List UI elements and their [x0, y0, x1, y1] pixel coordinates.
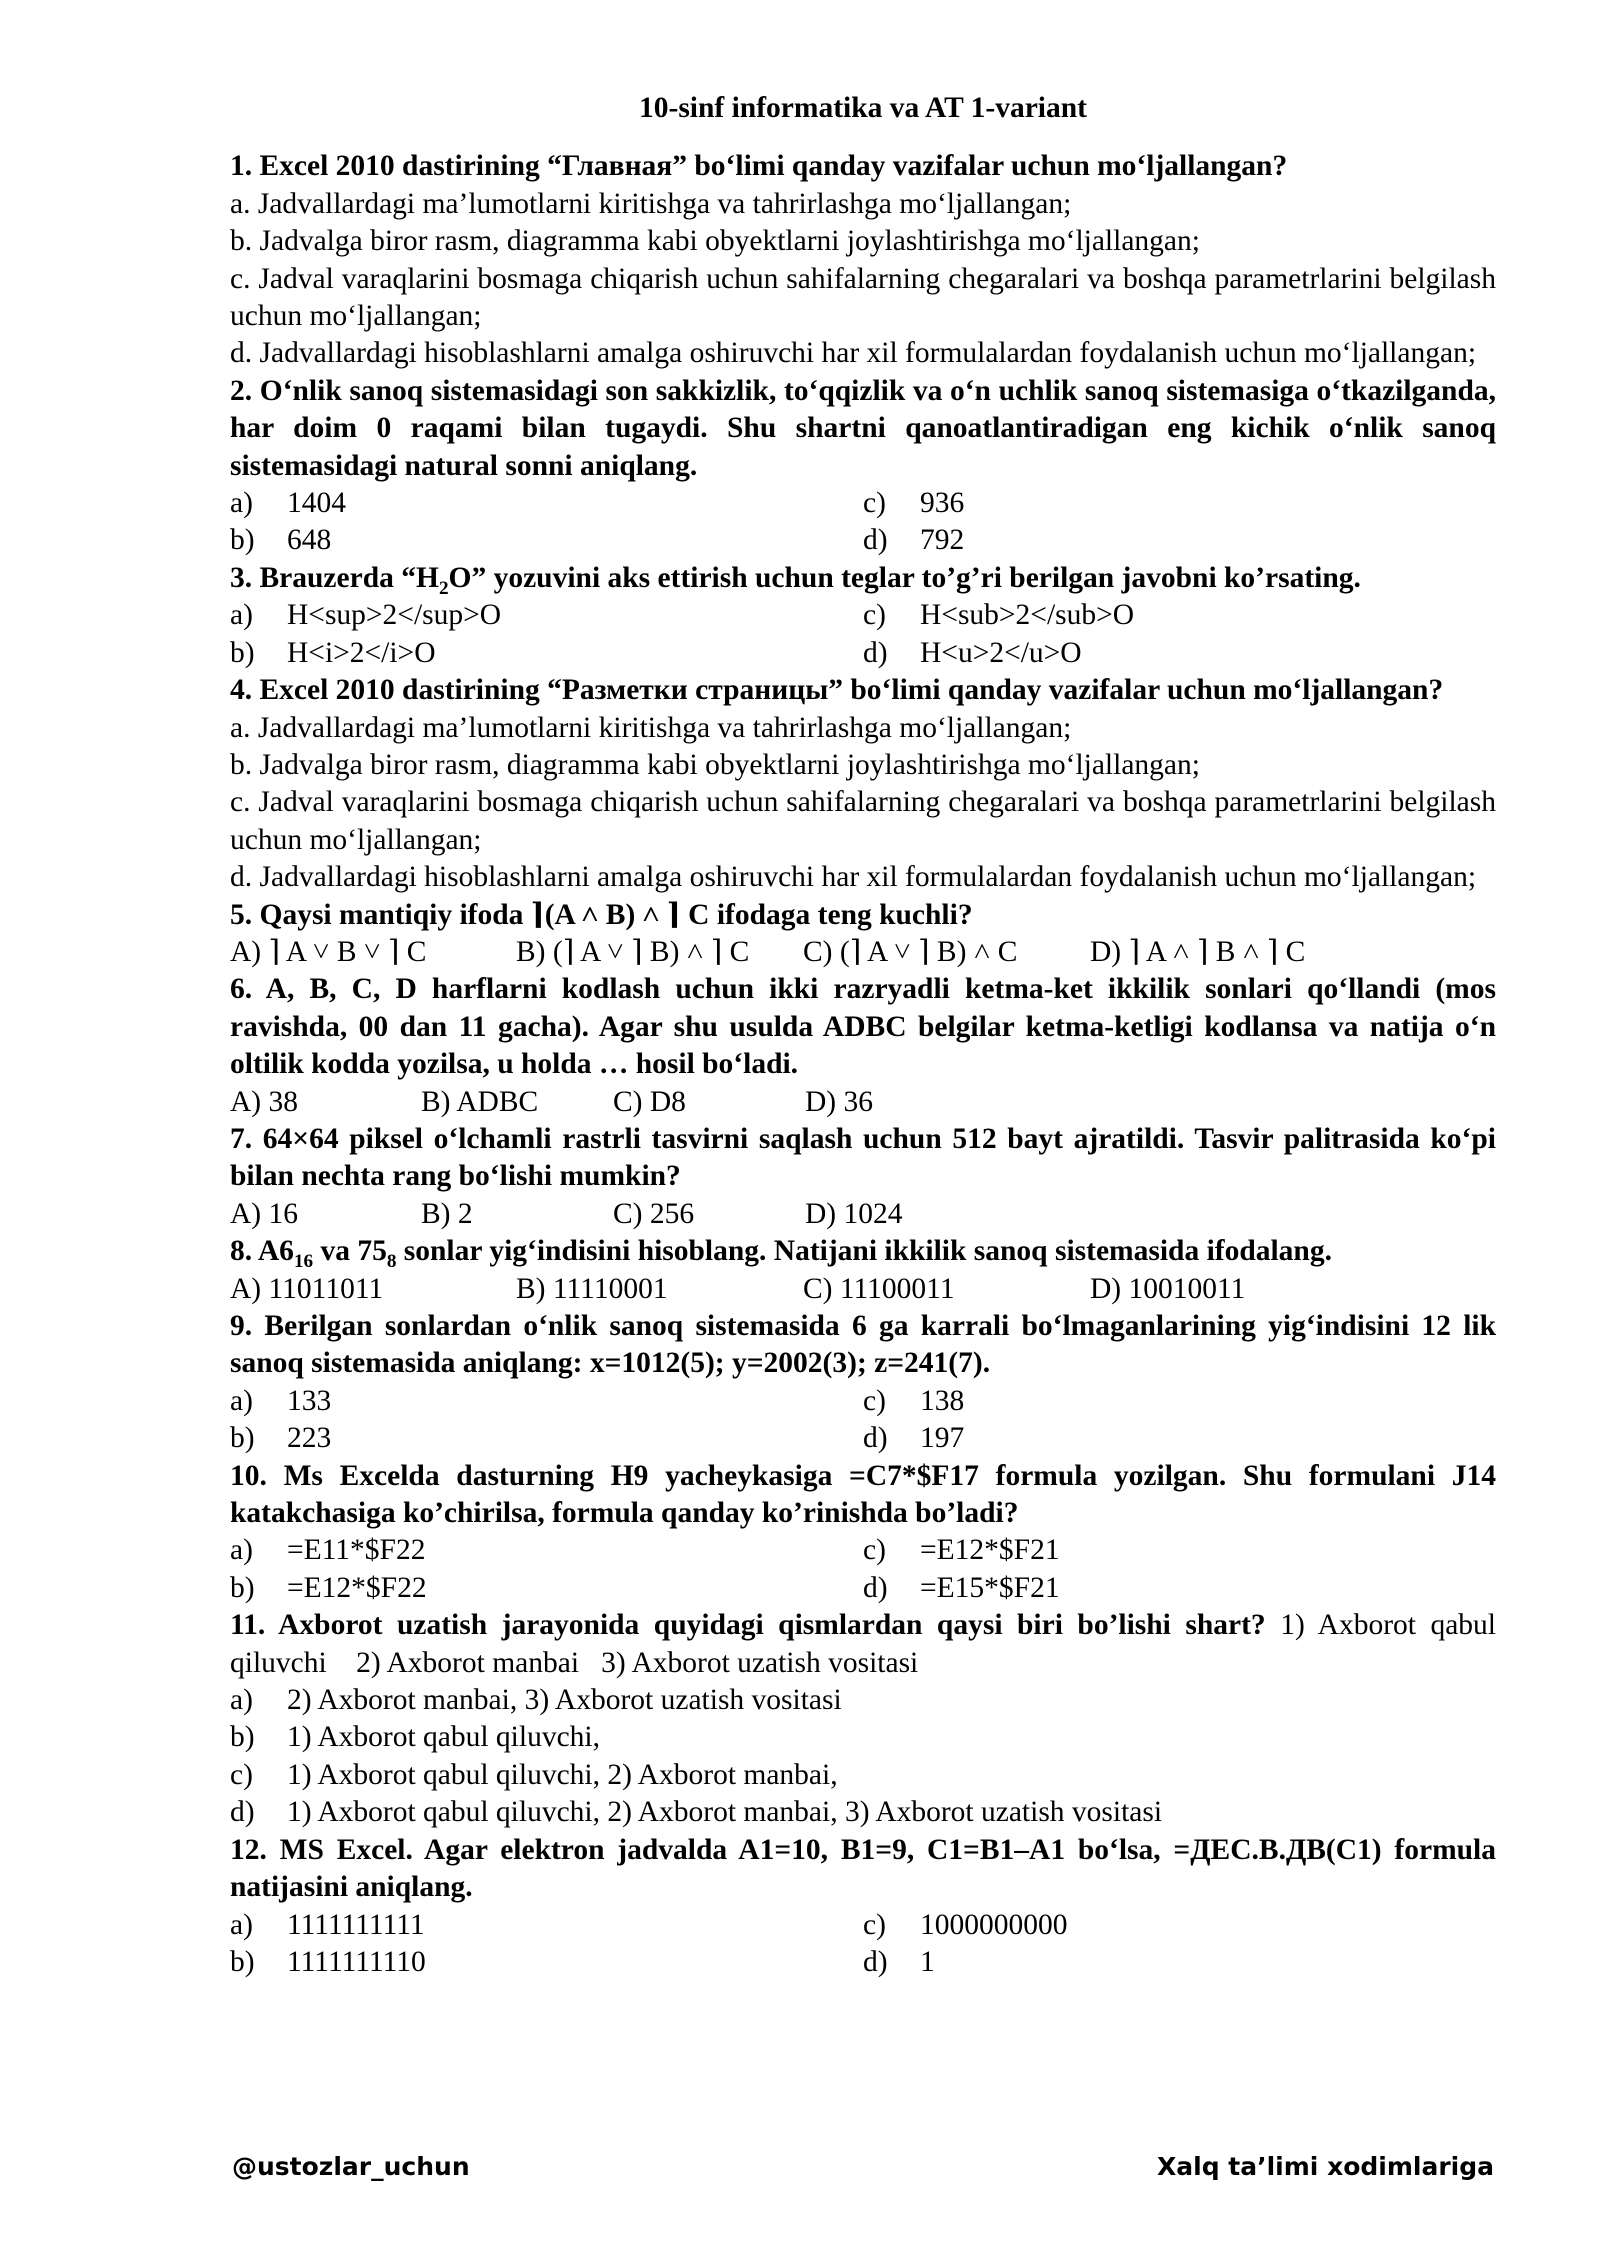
question-9: 9. Berilgan sonlardan o‘nlik sanoq sistemasida 6 ga karrali bo‘lmaganlarining yig‘indisini 12 lik sanoq sistemasida aniqlang: x=1012(5); y=2002(3); z=241(7). [230, 1310, 1496, 1380]
q5-options [230, 934, 1496, 971]
q11-label-a: a) [230, 1684, 253, 1717]
q9-option-b: 223 [287, 1422, 332, 1455]
footer-left-handle: @ustozlar_uchun [232, 2152, 470, 2181]
q8-text-3: sonlar yig‘indisini hisoblang. Natijani ikkilik sanoq sistemasida ifodalang. [396, 1235, 1332, 1268]
page-footer [232, 2152, 1494, 2181]
q8-option-c: C) 11100011 [803, 1272, 955, 1305]
q12-option-d: 1 [920, 1945, 935, 1978]
q3-option-b: H<i>2</i>O [287, 636, 436, 669]
q6-options [230, 1084, 1496, 1121]
q5-option-a: A) ⌉ A ˅ B ˅ ⌉ C [230, 935, 427, 968]
q3-label-a: a) [230, 599, 253, 632]
q9-label-d: d) [863, 1422, 888, 1455]
q9-label-a: a) [230, 1384, 253, 1417]
q6-option-a: A) 38 [230, 1085, 299, 1118]
question-5: 5. Qaysi mantiqiy ifoda ⌉(A ˄ B) ˄ ⌉ C ifodaga teng kuchli? [230, 898, 973, 931]
q11-text: 11. Axborot uzatish jarayonida quyidagi qismlardan qaysi biri bo’lishi shart? [230, 1609, 1266, 1642]
q7-option-d: D) 1024 [805, 1197, 903, 1230]
question-12: 12. MS Excel. Agar elektron jadvalda A1=10, B1=9, C1=B1–A1 bo‘lsa, =ДЕС.В.ДВ(C1) formula natijasini aniqlang. [230, 1833, 1496, 1904]
q7-option-a: A) 16 [230, 1197, 299, 1230]
question-1: 1. Excel 2010 dastirining “Главная” bo‘limi qanday vazifalar uchun mo‘ljallangan? [230, 150, 1288, 183]
q10-label-c: c) [863, 1534, 886, 1567]
question-3 [230, 560, 1496, 597]
q12-label-c: c) [863, 1908, 886, 1941]
q7-option-c: C) 256 [613, 1197, 695, 1230]
q12-options-row-2 [230, 1944, 1496, 1981]
q2-label-d: d) [863, 524, 888, 557]
q3-text-pre: 3. Brauzerda “H [230, 561, 439, 594]
q5-option-b: B) (⌉ A ˅ ⌉ B) ˄ ⌉ C [516, 935, 750, 968]
question-6: 6. A, B, C, D harflarni kodlash uchun ikki razryadli ketma-ket ikkilik sonlari qo‘llandi (mos ravishda, 00 dan 11 gacha). Agar shu usulda ADBC belgilar ketma-ketligi kodlansa va natija o‘n oltilik kodda yozilsa, u holda … hosil bo‘ladi. [230, 973, 1496, 1081]
q12-option-b: 1111111110 [287, 1945, 426, 1978]
q8-options [230, 1271, 1496, 1308]
q8-option-b: B) 11110001 [516, 1272, 668, 1305]
q4-option-c: c. Jadval varaqlarini bosmaga chiqarish uchun sahifalarning chegaralari va boshqa parametrlarini belgilash uchun mo‘ljallangan; [230, 786, 1496, 856]
q3-options-row-2 [230, 635, 1496, 672]
q10-label-a: a) [230, 1534, 253, 1567]
q3-text-sub: 2 [438, 577, 449, 599]
q5-option-d: D) ⌉ A ˄ ⌉ B ˄ ⌉ C [1090, 935, 1306, 968]
q5-option-c: C) (⌉ A ˅ ⌉ B) ˄ C [803, 935, 1018, 968]
q6-option-b: B) ADBC [421, 1085, 539, 1118]
q4-option-b: b. Jadvalga biror rasm, diagramma kabi obyektlarni joylashtirishga mo‘ljallangan; [230, 748, 1200, 781]
q11-option-d-row [230, 1794, 1496, 1831]
q12-options-row-1 [230, 1907, 1496, 1944]
q12-label-b: b) [230, 1945, 255, 1978]
q11-option-b-row [230, 1719, 1496, 1756]
q9-label-c: c) [863, 1384, 886, 1417]
q8-sub-1: 16 [293, 1251, 314, 1273]
q8-option-a: A) 11011011 [230, 1272, 384, 1305]
q2-label-c: c) [863, 487, 886, 520]
q11-option-a-row [230, 1682, 1496, 1719]
q11-option-d: 1) Axborot qabul qiluvchi, 2) Axborot manbai, 3) Axborot uzatish vositasi [287, 1796, 1163, 1829]
q11-option-c-row [230, 1757, 1496, 1794]
q3-label-b: b) [230, 636, 255, 669]
page-title: 10-sinf informatika va AT 1-variant [639, 92, 1087, 124]
q3-text-post: O” yozuvini aks ettirish uchun teglar to’g’ri berilgan javobni ko’rsating. [448, 561, 1361, 594]
q1-option-b: b. Jadvalga biror rasm, diagramma kabi obyektlarni joylashtirishga mo‘ljallangan; [230, 225, 1200, 258]
q10-options-row-1 [230, 1532, 1496, 1569]
q1-option-c: c. Jadval varaqlarini bosmaga chiqarish uchun sahifalarning chegaralari va boshqa parametrlarini belgilash uchun mo‘ljallangan; [230, 262, 1496, 333]
q9-options-row-2 [230, 1420, 1496, 1457]
q11-label-d: d) [230, 1796, 255, 1829]
q8-sub-2: 8 [386, 1251, 397, 1273]
q11-option-b: 1) Axborot qabul qiluvchi, [287, 1721, 600, 1754]
q2-options-row-2 [230, 522, 1496, 559]
question-10: 10. Ms Excelda dasturning H9 yacheykasiga =C7*$F17 formula yozilgan. Shu formulani J14 katakchasiga ko’chirilsa, formula qanday ko’rinishda bo’ladi? [230, 1459, 1496, 1530]
q11-text-normal: 1) Axborot qabul qiluvchi 2) Axborot manbai 3) Axborot uzatish vositasi [230, 1609, 1504, 1679]
question-8 [230, 1233, 1496, 1273]
q10-option-c: =E12*$F21 [920, 1534, 1060, 1567]
q9-label-b: b) [230, 1422, 255, 1455]
q3-option-a: H<sup>2</sup>O [287, 599, 502, 632]
question-2: 2. O‘nlik sanoq sistemasidagi son sakkizlik, to‘qqizlik va o‘n uchlik sanoq sistemasiga o‘tkazilganda, har doim 0 raqami bilan tugaydi. Shu shartni qanoatlantiradigan eng kichik o‘nlik sanoq sistemasidagi natural sonni aniqlang. [230, 374, 1496, 482]
q10-option-d: =E15*$F21 [920, 1571, 1060, 1604]
footer-right-text: Xalq ta’limi xodimlariga [1156, 2152, 1494, 2181]
q6-option-c: C) D8 [613, 1085, 686, 1118]
q8-text-2: va 75 [313, 1235, 387, 1268]
q8-text-1: 8. A6 [230, 1235, 294, 1268]
q2-options-row-1 [230, 485, 1496, 522]
question-11 [230, 1607, 1504, 1682]
q11-label-b: b) [230, 1721, 255, 1754]
q9-option-c: 138 [920, 1384, 965, 1417]
q7-option-b: B) 2 [421, 1197, 473, 1230]
q10-option-a: =E11*$F22 [287, 1534, 426, 1567]
q3-option-c: H<sub>2</sub>O [920, 599, 1135, 632]
q10-label-d: d) [863, 1571, 888, 1604]
q11-label-c: c) [230, 1758, 253, 1791]
q9-options-row-1 [230, 1383, 1496, 1420]
q12-option-c: 1000000000 [920, 1908, 1068, 1941]
q9-option-d: 197 [920, 1422, 965, 1455]
question-4: 4. Excel 2010 dastirining “Разметки страницы” bo‘limi qanday vazifalar uchun mo‘ljallangan? [230, 674, 1444, 707]
q8-option-d: D) 10010011 [1090, 1272, 1246, 1305]
q12-label-d: d) [863, 1945, 888, 1978]
q2-label-b: b) [230, 524, 255, 557]
q11-option-c: 1) Axborot qabul qiluvchi, 2) Axborot manbai, [287, 1758, 838, 1791]
q3-option-d: H<u>2</u>O [920, 636, 1082, 669]
q12-option-a: 1111111111 [287, 1908, 425, 1941]
q2-option-d: 792 [920, 524, 965, 557]
q7-options [230, 1196, 1496, 1233]
q10-options-row-2 [230, 1570, 1496, 1607]
q12-label-a: a) [230, 1908, 253, 1941]
q2-label-a: a) [230, 487, 253, 520]
q1-option-a: a. Jadvallardagi ma’lumotlarni kiritishga va tahrirlashga mo‘ljallangan; [230, 187, 1072, 220]
q1-option-d: d. Jadvallardagi hisoblashlarni amalga oshiruvchi har xil formulalardan foydalanish uchun mo‘ljallangan; [230, 337, 1477, 370]
q3-label-c: c) [863, 599, 886, 632]
q3-options-row-1 [230, 597, 1496, 634]
q2-option-a: 1404 [287, 487, 346, 520]
q4-option-d: d. Jadvallardagi hisoblashlarni amalga oshiruvchi har xil formulalardan foydalanish uchun mo‘ljallangan; [230, 861, 1477, 894]
q11-option-a: 2) Axborot manbai, 3) Axborot uzatish vositasi [287, 1684, 842, 1717]
q10-label-b: b) [230, 1571, 255, 1604]
test-page [230, 90, 1504, 1981]
question-7: 7. 64×64 piksel o‘lchamli rastrli tasvirni saqlash uchun 512 bayt ajratildi. Tasvir palitrasida ko‘pi bilan nechta rang bo‘lishi mumkin? [230, 1122, 1496, 1193]
q9-option-a: 133 [287, 1384, 332, 1417]
q4-option-a: a. Jadvallardagi ma’lumotlarni kiritishga va tahrirlashga mo‘ljallangan; [230, 711, 1072, 744]
q3-label-d: d) [863, 636, 888, 669]
q2-option-c: 936 [920, 487, 965, 520]
q6-option-d: D) 36 [805, 1085, 874, 1118]
q10-option-b: =E12*$F22 [287, 1571, 427, 1604]
q2-option-b: 648 [287, 524, 332, 557]
